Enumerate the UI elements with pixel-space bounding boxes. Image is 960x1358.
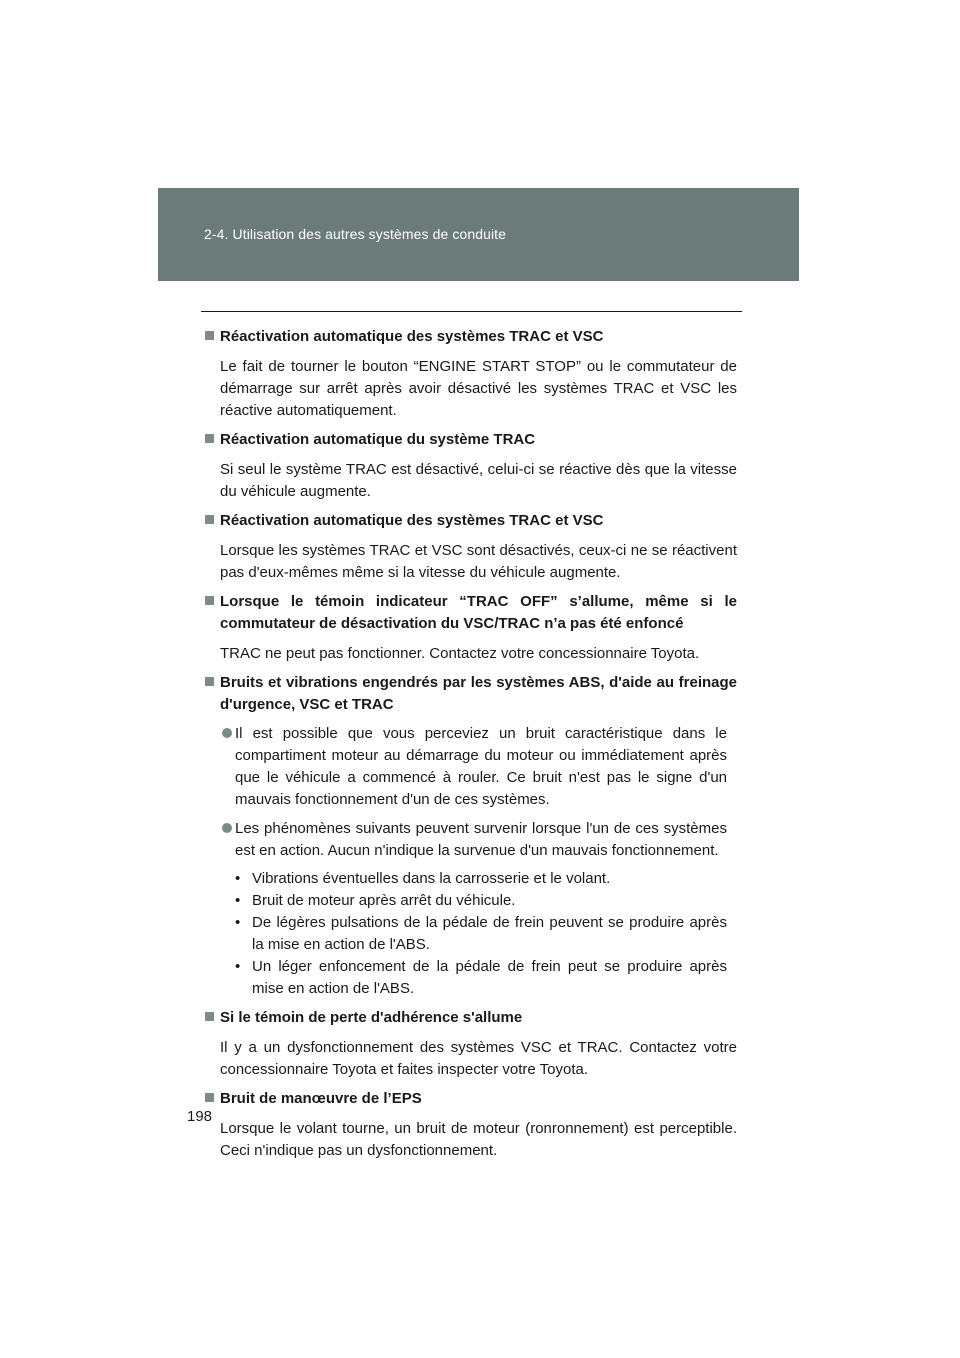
circle-bullet-icon [222,728,232,738]
sub-list-item: • Bruit de moteur après arrêt du véhicule. [235,892,516,909]
circle-bullet-icon [222,823,232,833]
section-text: Lorsque les systèmes TRAC et VSC sont désactivés, ceux-ci ne se réactivent pas d'eux-mêmes même si la vitesse du véhicule augmente. [220,542,737,581]
chapter-header [158,188,799,281]
section-text: TRAC ne peut pas fonctionner. Contactez votre concessionnaire Toyota. [220,645,700,662]
section-text: Il y a un dysfonctionnement des systèmes VSC et TRAC. Contactez votre concessionnaire Toyota et faites inspecter votre Toyota. [220,1039,737,1078]
section-trac-vsc-no-reactivation [205,510,737,584]
section-heading: Bruits et vibrations engendrés par les systèmes ABS, d'aide au freinage d'urgence, VSC et TRAC [205,672,737,716]
section-heading: Lorsque le témoin indicateur “TRAC OFF” s’allume, même si le commutateur de désactivation du VSC/TRAC n’a pas été enfoncé [205,591,737,635]
section-trac-reactivation [205,429,737,503]
square-bullet-icon [205,596,214,605]
square-bullet-icon [205,434,214,443]
square-bullet-icon [205,1012,214,1021]
square-bullet-icon [205,331,214,340]
list-item: Il est possible que vous perceviez un bruit caractéristique dans le compartiment moteur au démarrage du moteur ou immédiatement après que le véhicule a commencé à rouler. Ce bruit n'est pas le signe d'un mauvais fonctionnement d'un de ces systèmes. [205,723,737,811]
page-number: 198 [187,1108,213,1125]
section-slip-indicator [205,1007,737,1081]
header-divider [201,311,742,312]
section-heading: Réactivation automatique des systèmes TRAC et VSC [205,510,737,532]
section-text: Le fait de tourner le bouton “ENGINE START STOP” ou le commutateur de démarrage sur arrêt après avoir désactivé les systèmes TRAC et VSC les réactive automatiquement. [220,358,737,419]
sub-list-item: • Vibrations éventuelles dans la carrosserie et le volant. [235,870,611,887]
section-trac-off-indicator [205,591,737,665]
square-bullet-icon [205,677,214,686]
sub-list-item: • De légères pulsations de la pédale de frein peuvent se produire après la mise en action de l'ABS. [235,914,727,953]
section-text: Si seul le système TRAC est désactivé, celui-ci se réactive dès que la vitesse du véhicule augmente. [220,461,737,500]
square-bullet-icon [205,1093,214,1102]
chapter-title: 2-4. Utilisation des autres systèmes de conduite [204,226,507,242]
section-heading: Bruit de manœuvre de l’EPS [205,1088,737,1110]
sub-list [205,868,737,1000]
page-content [205,326,737,1169]
section-eps-noise [205,1088,737,1162]
section-heading: Réactivation automatique du système TRAC [205,429,737,451]
list-item: Les phénomènes suivants peuvent survenir lorsque l'un de ces systèmes est en action. Aucun n'indique la survenue d'un mauvais fonctionnement. [205,818,737,862]
section-heading: Si le témoin de perte d'adhérence s'allume [205,1007,737,1029]
square-bullet-icon [205,515,214,524]
sub-list-item: • Un léger enfoncement de la pédale de frein peut se produire après mise en action de l'ABS. [235,958,727,997]
section-noise-vibration [205,672,737,1000]
section-heading: Réactivation automatique des systèmes TRAC et VSC [205,326,737,348]
section-text: Lorsque le volant tourne, un bruit de moteur (ronronnement) est perceptible. Ceci n'indique pas un dysfonctionnement. [220,1120,737,1159]
section-trac-vsc-reactivation [205,326,737,422]
